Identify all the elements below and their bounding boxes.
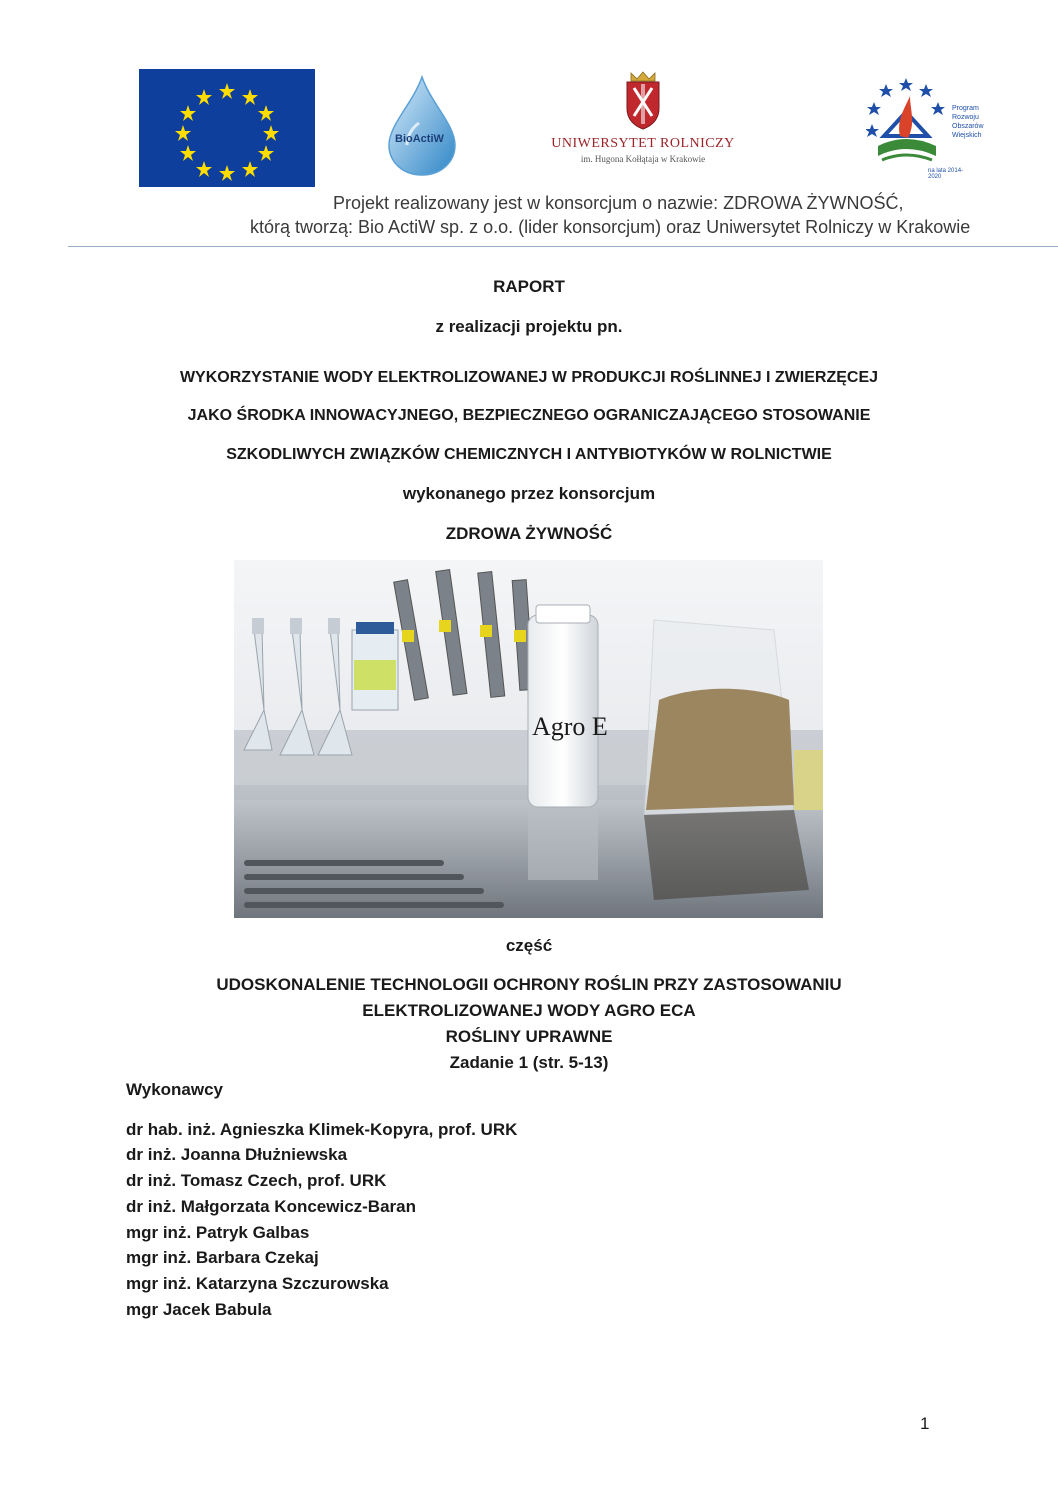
- part-line-1: UDOSKONALENIE TECHNOLOGII OCHRONY ROŚLIN PRZY ZASTOSOWANIU: [216, 975, 842, 994]
- university-subname: im. Hugona Kołłątaja w Krakowie: [580, 154, 706, 164]
- prow-years: na lata 2014-2020: [928, 168, 964, 180]
- lab-photo: [234, 560, 823, 918]
- project-title-line-3: SZKODLIWYCH ZWIĄZKÓW CHEMICZNYCH I ANTYBIOTYKÓW W ROLNICTWIE: [226, 446, 832, 463]
- prow-icon: [866, 76, 946, 168]
- university-logo: [548, 70, 738, 170]
- prow-text: Program Rozwoju Obszarów Wiejskich: [952, 105, 984, 139]
- authors-heading: Wykonawcy: [126, 1080, 224, 1099]
- raport-heading: RAPORT: [493, 277, 565, 296]
- author-item: dr inż. Tomasz Czech, prof. URK: [126, 1171, 387, 1190]
- bottle-label: Agro E: [532, 712, 608, 741]
- water-drop-icon: [383, 75, 461, 177]
- lab-scene-image: [234, 560, 823, 918]
- bioactiw-logo: [383, 75, 461, 177]
- consortium-name: ZDROWA ŻYWNOŚĆ: [445, 524, 613, 543]
- author-item: mgr inż. Barbara Czekaj: [126, 1248, 319, 1267]
- project-title-line-2: JAKO ŚRODKA INNOWACYJNEGO, BEZPIECZNEGO OGRANICZAJĄCEGO STOSOWANIE: [187, 407, 871, 424]
- consortium-line-1: Projekt realizowany jest w konsorcjum o nazwie: ZDROWA ŻYWNOŚĆ,: [333, 193, 904, 213]
- author-item: mgr inż. Katarzyna Szczurowska: [126, 1274, 389, 1293]
- author-item: dr inż. Joanna Dłużniewska: [126, 1145, 348, 1164]
- part-line-3: ROŚLINY UPRAWNE: [445, 1027, 613, 1046]
- author-item: mgr Jacek Babula: [126, 1300, 272, 1319]
- page-number: 1: [920, 1414, 930, 1433]
- eu-flag-logo: [139, 69, 315, 187]
- author-item: mgr inż. Patryk Galbas: [126, 1223, 310, 1242]
- university-name: UNIWERSYTET ROLNICZY: [551, 136, 735, 151]
- author-item: dr hab. inż. Agnieszka Klimek-Kopyra, prof. URK: [126, 1120, 518, 1139]
- eu-stars: [139, 69, 315, 187]
- header-divider: [68, 246, 1058, 247]
- part-label: część: [505, 936, 553, 955]
- consortium-line-2: którą tworzą: Bio ActiW sp. z o.o. (lider konsorcjum) oraz Uniwersytet Rolniczy w Krakowie: [250, 217, 971, 237]
- bioactiw-text: BioActiW: [395, 133, 444, 145]
- crest-icon: [623, 70, 663, 130]
- raport-subtitle: z realizacji projektu pn.: [435, 317, 623, 336]
- author-item: dr inż. Małgorzata Koncewicz-Baran: [126, 1197, 416, 1216]
- prow-logo: [866, 76, 984, 186]
- project-title-line-1: WYKORZYSTANIE WODY ELEKTROLIZOWANEJ W PRODUKCJI ROŚLINNEJ I ZWIERZĘCEJ: [179, 369, 879, 386]
- part-line-2: ELEKTROLIZOWANEJ WODY AGRO ECA: [362, 1001, 696, 1020]
- part-line-4: Zadanie 1 (str. 5-13): [449, 1053, 609, 1072]
- executed-by: wykonanego przez konsorcjum: [402, 484, 656, 503]
